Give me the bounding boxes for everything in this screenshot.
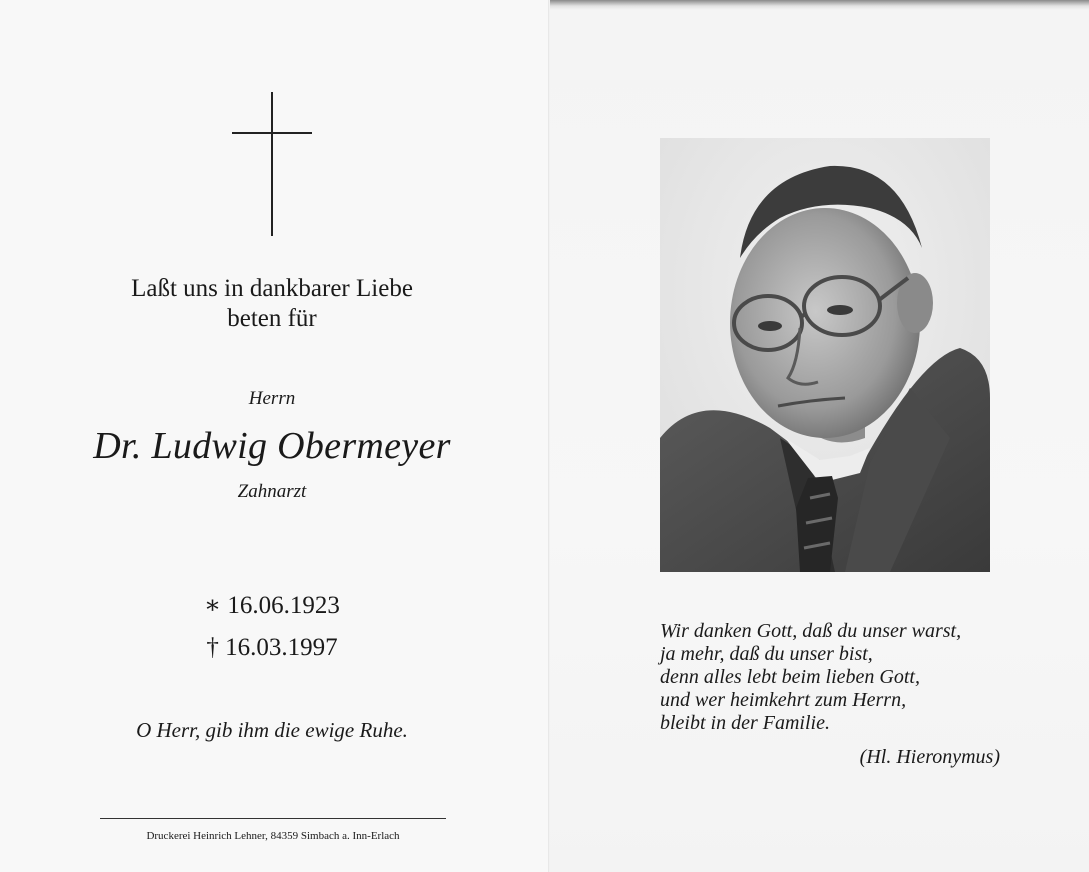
deceased-name: Dr. Ludwig Obermeyer	[93, 425, 451, 467]
prayer: O Herr, gib ihm die ewige Ruhe.	[136, 718, 408, 742]
birth-date: 16.06.1923	[227, 592, 340, 619]
birth-date-row	[60, 590, 484, 620]
birth-star-icon: ∗	[204, 592, 222, 619]
quote-attribution: (Hl. Hieronymus)	[859, 746, 1000, 768]
intro-line-1: Laßt uns in dankbarer Liebe	[131, 275, 413, 302]
quote-line: Wir danken Gott, daß du unser warst,	[660, 620, 962, 642]
card-fold	[548, 0, 550, 872]
salutation: Herrn	[248, 388, 296, 409]
quote	[660, 620, 1020, 735]
portrait-image	[660, 138, 990, 572]
intro-text	[60, 274, 484, 334]
death-date-row	[60, 634, 484, 662]
printer-credit: Druckerei Heinrich Lehner, 84359 Simbach a. Inn-Erlach	[146, 830, 400, 842]
death-date: 16.03.1997	[225, 634, 338, 661]
intro-line-2: beten für	[227, 305, 317, 332]
portrait-photo	[660, 138, 990, 572]
quote-line: und wer heimkehrt zum Herrn,	[660, 689, 907, 711]
quote-line: bleibt in der Familie.	[660, 712, 830, 734]
cross-icon	[232, 92, 312, 236]
divider	[100, 818, 446, 819]
quote-line: ja mehr, daß du unser bist,	[660, 643, 873, 665]
profession: Zahnarzt	[237, 481, 307, 502]
quote-line: denn alles lebt beim lieben Gott,	[660, 666, 920, 688]
death-dagger-icon: †	[206, 634, 219, 661]
